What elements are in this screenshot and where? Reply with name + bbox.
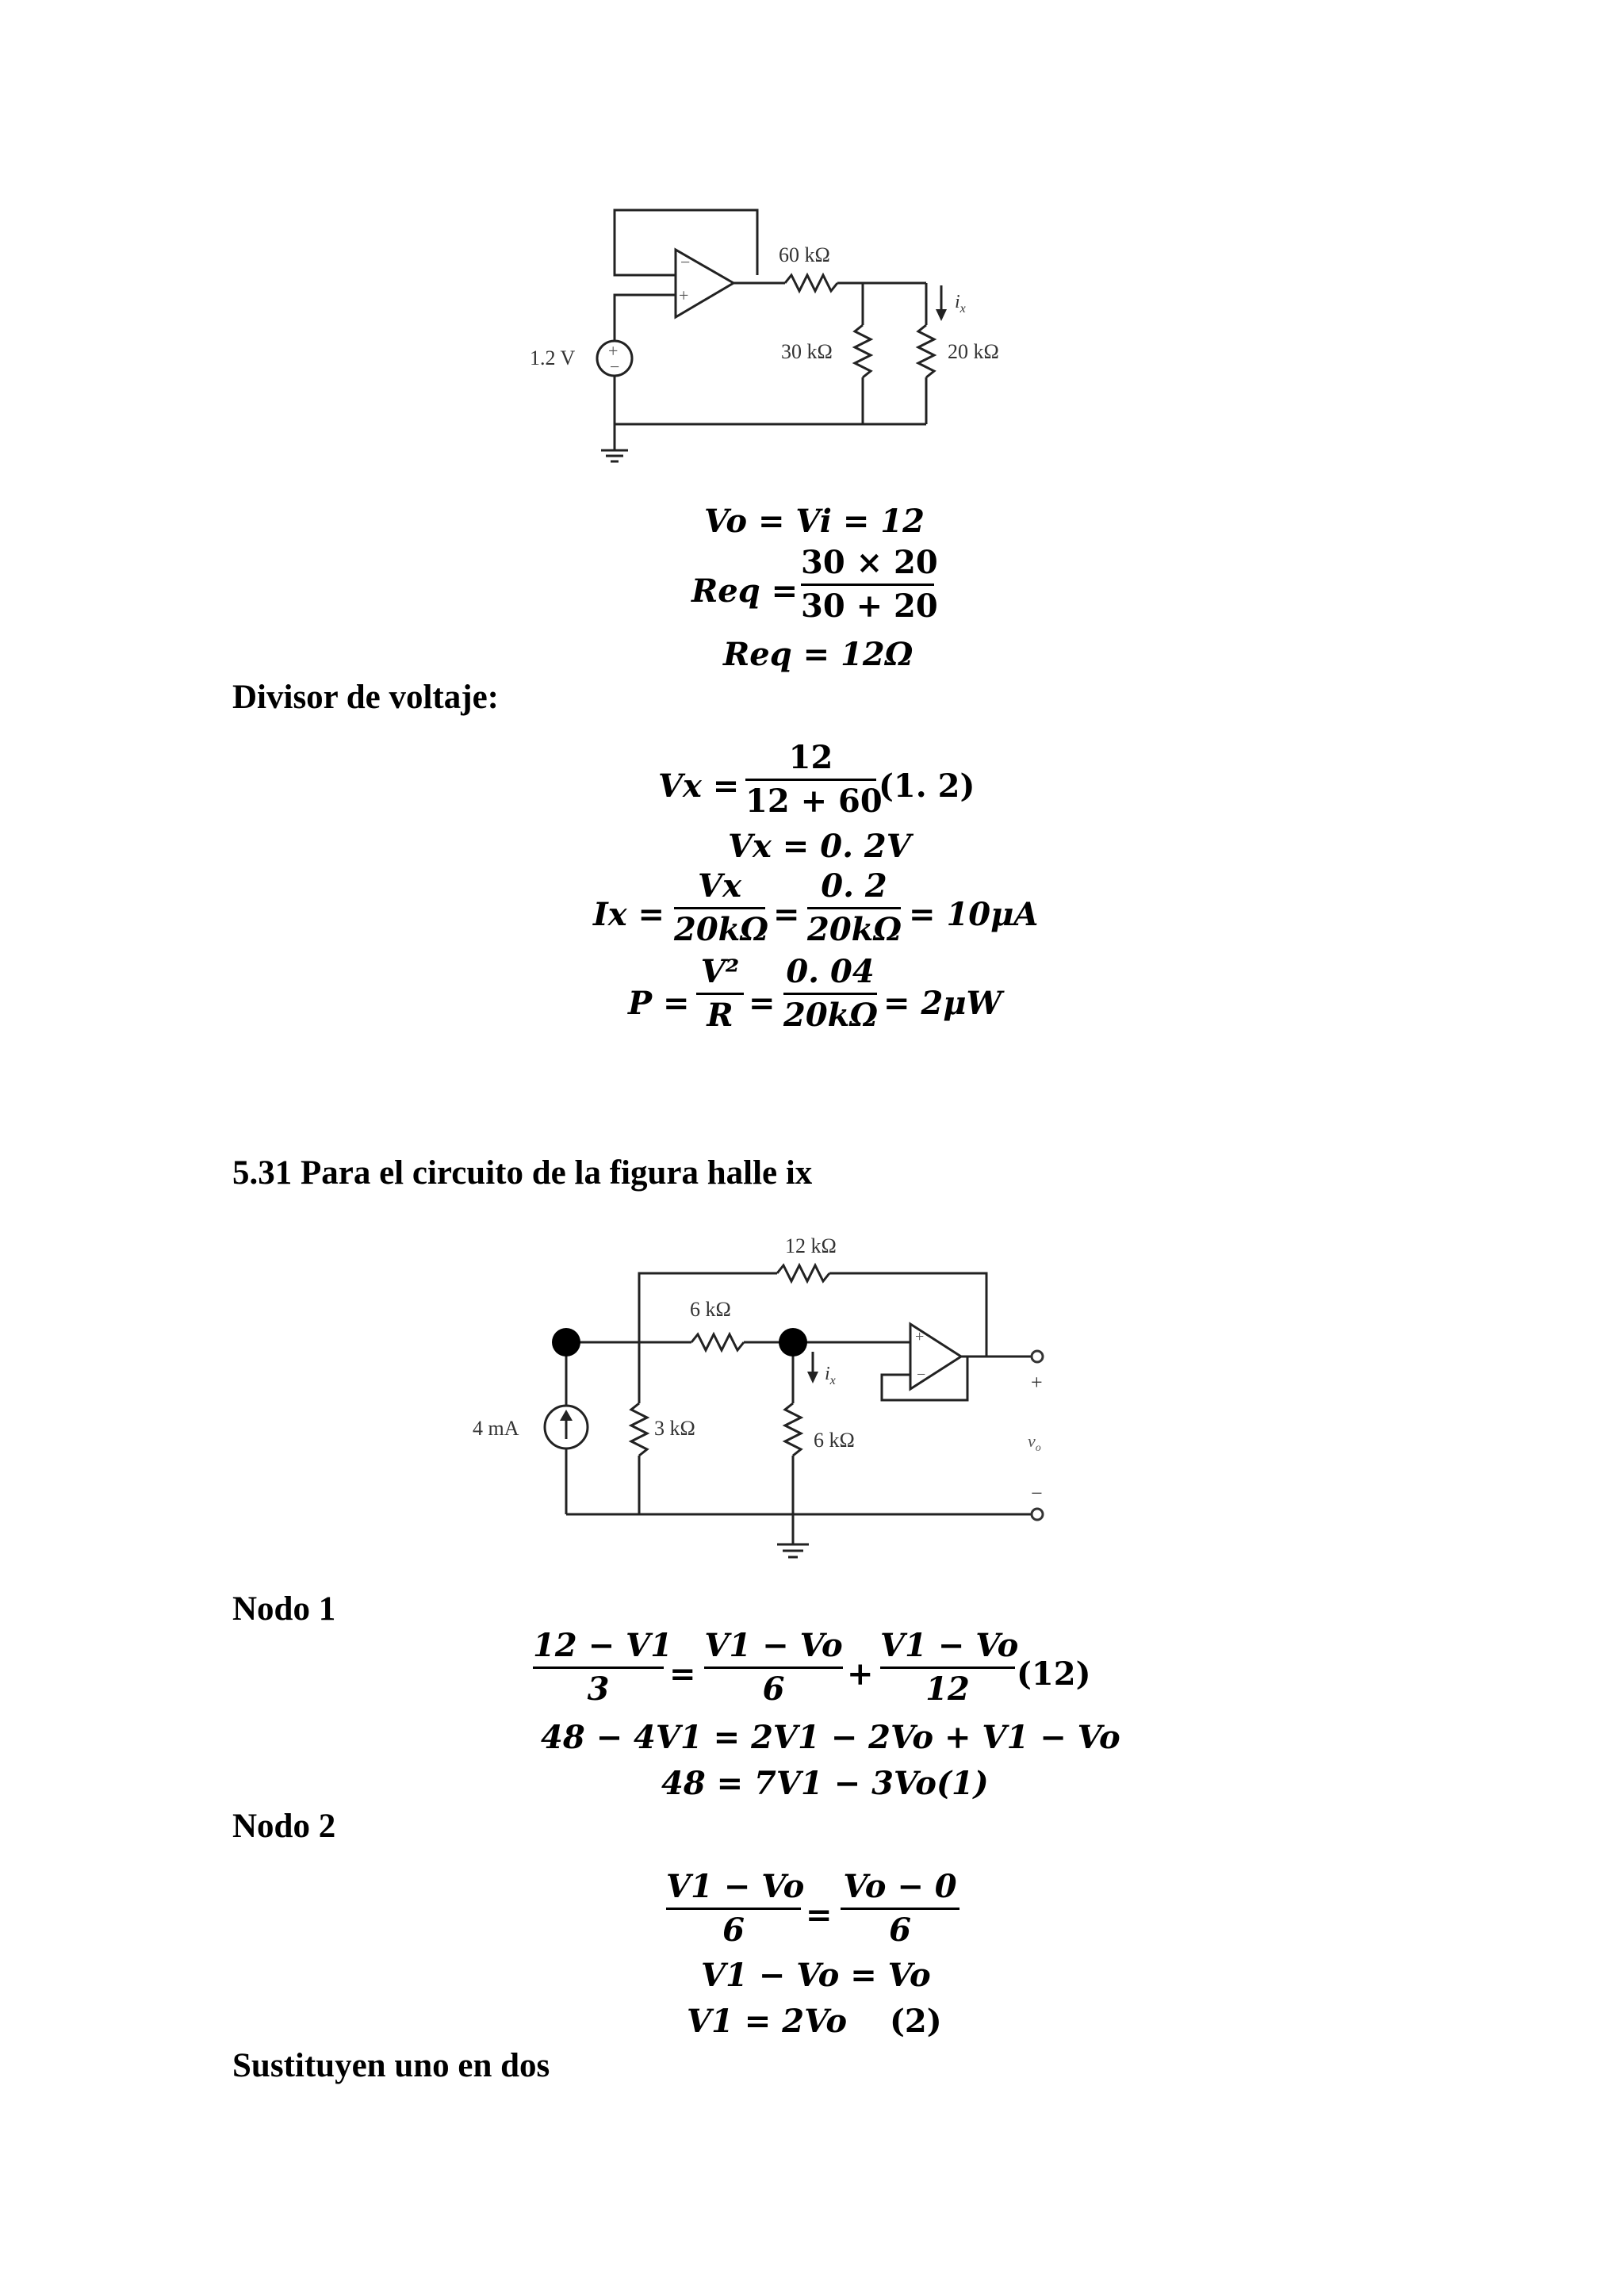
nodo1-f2-denominator: 6: [762, 1670, 785, 1708]
nodo2-line3: V1 = 2Vo: [687, 2003, 848, 2040]
nodo2-f1-numerator: V1 − Vo: [666, 1868, 805, 1905]
eq-vo-vi: Vo = Vi = 12: [704, 503, 925, 540]
fraction-ix-1: [674, 867, 768, 948]
nodo2-f1-denominator: 6: [722, 1911, 745, 1949]
label-plus: +: [1031, 1371, 1043, 1394]
nodo1-line2: 48 − 4V1 = 2V1 − 2Vo + V1 − Vo: [541, 1719, 1120, 1756]
svg-text:+: +: [915, 1328, 925, 1345]
ix-denominator-1: 20kΩ: [674, 911, 768, 948]
fraction-ix-2: [807, 867, 902, 948]
fraction-req: [801, 544, 938, 625]
fraction-vx: [745, 739, 883, 820]
label-20k: 20 kΩ: [948, 340, 999, 363]
label-ix-2: $i_x$: [825, 1364, 836, 1387]
nodo1-fraction-3: [880, 1627, 1019, 1708]
nodo2-fraction-1: [666, 1868, 805, 1949]
label-vo: $v_o$: [1028, 1431, 1041, 1454]
svg-text:+: +: [679, 285, 689, 305]
nodo1-f1-denominator: 3: [587, 1670, 610, 1708]
section-sustituyen: Sustituyen uno en dos: [232, 2047, 550, 2084]
nodo1-f3-denominator: 12: [925, 1670, 970, 1708]
eq-ix-lhs: Ix =: [593, 896, 665, 933]
nodo1-f2-numerator: V1 − Vo: [704, 1627, 843, 1664]
label-source-current: 4 mA: [473, 1417, 519, 1440]
nodo2-line3-tag: (2): [890, 2003, 942, 2040]
fraction-p-2: [783, 953, 878, 1034]
eq-p-result: = 2μW: [883, 985, 1002, 1022]
nodo2-f2-denominator: 6: [889, 1911, 911, 1949]
label-source-voltage: 1.2 V: [530, 346, 576, 369]
label-3k: 3 kΩ: [654, 1417, 695, 1440]
label-minus: −: [1031, 1482, 1043, 1505]
nodo2-label: Nodo 2: [232, 1808, 336, 1845]
req-numerator: 30 × 20: [801, 544, 938, 581]
eq-vx-result: Vx = 0. 2V: [728, 828, 911, 865]
label-30k: 30 kΩ: [781, 340, 833, 363]
ix-numerator-1: Vx: [698, 867, 741, 905]
eq-ix-result: = 10μA: [909, 896, 1039, 933]
nodo1-equals: =: [669, 1655, 696, 1693]
nodo2-f2-numerator: Vo − 0: [843, 1868, 957, 1905]
fraction-p-1: [696, 953, 744, 1034]
vx-numerator: 12: [788, 739, 833, 776]
svg-text:−: −: [917, 1366, 926, 1383]
ix-denominator-2: 20kΩ: [807, 911, 902, 948]
p-denominator-1: R: [707, 997, 733, 1034]
eq-vx-factor: (1. 2): [879, 767, 975, 805]
ix-numerator-2: 0. 2: [821, 867, 887, 905]
req-denominator: 30 + 20: [801, 587, 938, 625]
nodo1-line3: 48 = 7V1 − 3Vo(1): [661, 1765, 989, 1802]
nodo2-line2: V1 − Vo = Vo: [701, 1957, 931, 1994]
p-numerator-2: 0. 04: [786, 953, 875, 990]
nodo2-fraction-2: [841, 1868, 959, 1949]
nodo1-label: Nodo 1: [232, 1590, 336, 1628]
nodo1-plus: +: [847, 1655, 874, 1693]
eq-vx-lhs: Vx =: [658, 767, 740, 805]
nodo1-fraction-1: [533, 1627, 672, 1708]
eq-ix-equals: =: [773, 896, 800, 933]
svg-text:−: −: [610, 357, 620, 377]
nodo1-f3-numerator: V1 − Vo: [880, 1627, 1019, 1664]
circuit-diagram-1: [508, 198, 1031, 468]
label-12k: 12 kΩ: [785, 1234, 837, 1257]
label-6k-top: 6 kΩ: [690, 1298, 731, 1321]
p-numerator-1: V²: [700, 953, 740, 990]
circuit-diagram-2: [460, 1213, 1063, 1570]
svg-text:+: +: [608, 341, 619, 361]
section-divisor-voltaje: Divisor de voltaje:: [232, 679, 499, 716]
p-denominator-2: 20kΩ: [783, 997, 878, 1034]
nodo1-fraction-2: [704, 1627, 843, 1708]
label-60k: 60 kΩ: [779, 243, 830, 266]
eq-req-lhs: Req =: [691, 572, 799, 610]
eq-p-lhs: P =: [628, 985, 690, 1022]
problem-title: 5.31 Para el circuito de la figura halle ix: [232, 1154, 813, 1192]
nodo1-f1-numerator: 12 − V1: [533, 1627, 672, 1664]
svg-text:−: −: [680, 252, 691, 272]
label-6k-bottom: 6 kΩ: [814, 1429, 855, 1452]
eq-req-result: Req = 12Ω: [723, 636, 914, 673]
label-ix: $i_x$: [955, 292, 966, 316]
eq-p-equals: =: [749, 985, 776, 1022]
nodo1-factor: (12): [1017, 1655, 1091, 1693]
vx-denominator: 12 + 60: [745, 783, 883, 820]
nodo2-equals: =: [806, 1896, 833, 1934]
